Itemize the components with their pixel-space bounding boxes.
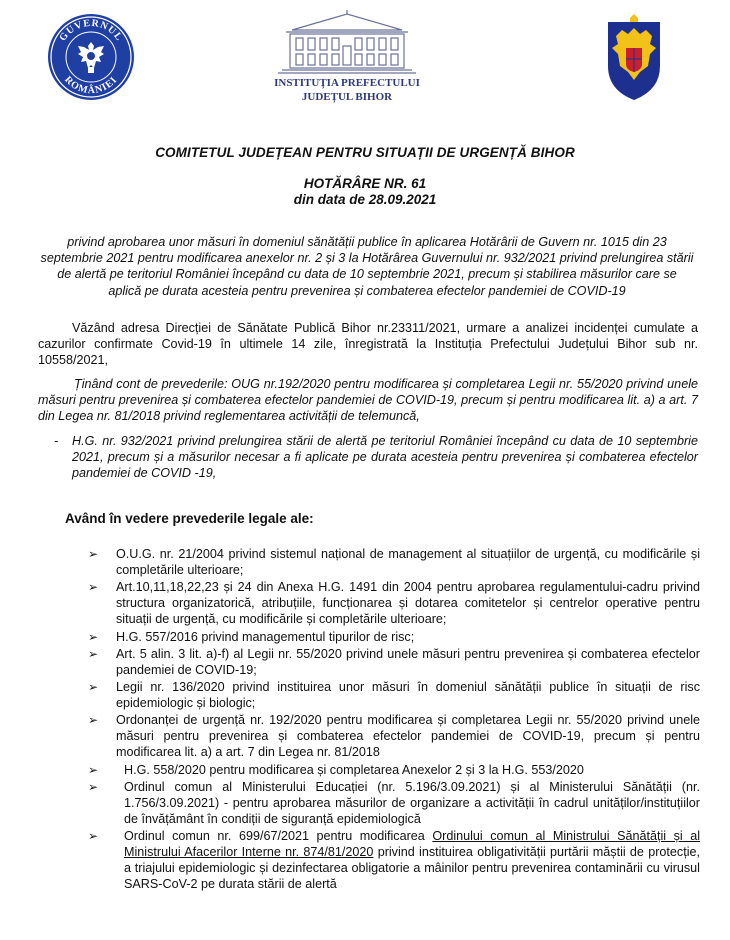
- legal-provisions-list: [88, 546, 700, 894]
- decision-purpose: privind aprobarea unor măsuri în domeniul sănătății publice în aplicarea Hotărârii de Guvern nr. 1015 din 23 septembrie 2021 pentru modificarea anexelor nr. 2 și 3 la Hotărârea Guvernului nr. 932/2021 privind prelungirea stării de alertă pe teritoriul României începând cu data de 10 septembrie 2021, precum și stabilirea măsurilor care se aplică pe durata acesteia pentru prevenirea și combaterea efectelor pandemiei de COVID-19: [40, 235, 694, 298]
- list-item-text: Ordonanței de urgență nr. 192/2020 pentru modificarea și completarea Legii nr. 55/2020 privind unele măsuri pentru prevenirea și combaterea efectelor pandemiei de COVID-19, precum și pentru modificarea lit. a) a art. 7 din Legea nr. 81/2018: [116, 713, 700, 760]
- list-item: [88, 828, 700, 892]
- arrow-bullet-icon: ➢: [88, 713, 99, 728]
- list-item: [88, 779, 700, 827]
- order-text-post: privind instituirea obligativității purtării măștii de protecție, a triajului epidemiologic și dezinfectarea obligatorie a mâinilor pentru prevenirea contaminării cu virusul SARS-CoV-2 pe durata stării de alertă: [124, 845, 700, 892]
- institution-name: INSTITUȚIA PREFECTULUI: [274, 77, 420, 89]
- list-item-text: Art. 5 alin. 3 lit. a)-f) al Legii nr. 55/2020 privind unele măsuri pentru prevenirea și combaterea efectelor pandemiei de COVID-19;: [116, 646, 700, 677]
- paragraph-hg-932: [54, 433, 698, 481]
- arrow-bullet-icon: ➢: [88, 629, 99, 644]
- list-item-text: O.U.G. nr. 21/2004 privind sistemul național de management al situațiilor de urgență, cu modificările și completările ulterioare;: [116, 547, 700, 577]
- list-item: [88, 762, 700, 778]
- paragraph-oug-192: Ținând cont de prevederile: OUG nr.192/2020 pentru modificarea și completarea Legii nr. 55/2020 privind unele măsuri pentru prevenirea și combaterea efectelor pandemiei de COVID-19, precum și pentru modificarea lit. a) a art. 7 din Legea nr. 81/2018 privind reglementarea activității de telemuncă,: [38, 377, 698, 423]
- decision-heading: [0, 176, 730, 208]
- list-item-text: Ordinul comun al Ministerului Educației (nr. 5.196/3.09.2021) și al Ministerului Sănătății (nr. 1.756/3.09.2021) - pentru aprobarea măsurilor de organizare a activității în cadrul unităților/instituțiilor de învățământ în condiții de siguranță epidemiologică: [124, 780, 700, 827]
- seal-text-top: GUVERNUL: [57, 17, 125, 44]
- list-item: [88, 712, 700, 760]
- arrow-bullet-icon: ➢: [88, 762, 99, 777]
- order-reference-link[interactable]: Ordinului comun al Ministrului Sănătății și al Ministrului Afacerilor Interne nr. 874/81/2020: [124, 829, 700, 860]
- arrow-bullet-icon: ➢: [88, 829, 99, 844]
- government-seal-logo: [46, 12, 136, 102]
- paragraph-hg-932-text: H.G. nr. 932/2021 privind prelungirea stării de alertă pe teritoriul României începând cu data de 10 septembrie 2021, precum și a măsurilor necesar a fi aplicate pe durata acesteia pentru prevenirea și combaterea efectelor pandemiei de COVID -19,: [72, 434, 698, 480]
- list-item-text: H.G. 558/2020 pentru modificarea și completarea Anexelor 2 și 3 la H.G. 553/2020: [124, 762, 584, 777]
- list-item-text: Art.10,11,18,22,23 și 24 din Anexa H.G. 1491 din 2004 pentru aprobarea regulamentului-cadru privind structura organizatorică, atribuțiile, funcționarea și dotarea comitetelor și centrelor operative pentru situații de urgență, cu modificările și completările ulterioare;: [116, 580, 700, 627]
- arrow-bullet-icon: ➢: [88, 680, 99, 695]
- institution-county: JUDEȚUL BIHOR: [301, 91, 393, 103]
- arrow-bullet-icon: ➢: [88, 780, 99, 795]
- arrow-bullet-icon: ➢: [88, 547, 99, 561]
- decision-number: HOTĂRÂRE NR. 61: [303, 176, 427, 191]
- document-header: [0, 8, 730, 113]
- list-item-text: H.G. 557/2016 privind managementul tipurilor de risc;: [116, 629, 415, 644]
- committee-title: COMITETUL JUDEȚEAN PENTRU SITUAȚII DE URGENȚĂ BIHOR: [155, 145, 575, 160]
- list-item: [88, 546, 700, 578]
- arrow-bullet-icon: ➢: [88, 580, 99, 595]
- building-icon: [272, 10, 422, 76]
- list-item: [88, 629, 700, 645]
- list-item: [88, 679, 700, 711]
- order-text-pre: Ordinul comun nr. 699/67/2021 pentru modificarea: [124, 829, 433, 844]
- seal-text-bottom: ROMÂNIEI: [62, 74, 120, 97]
- decision-date: din data de 28.09.2021: [293, 192, 437, 207]
- legal-provisions-heading: Având în vedere prevederile legale ale:: [65, 511, 314, 526]
- paragraph-dsp-address: Văzând adresa Direcției de Sănătate Publică Bihor nr.23311/2021, urmare a analizei incidenței cumulate a cazurilor confirmate Covid-19 în ultimele 14 zile, înregistrată la Instituția Prefectului Județului Bihor sub nr. 10558/2021,: [38, 321, 698, 367]
- list-item-text: [124, 829, 700, 891]
- list-item: [88, 646, 700, 678]
- list-item-text: Legii nr. 136/2020 privind instituirea unor măsuri în domeniul sănătății publice în situații de risc epidemiologic și biologic;: [116, 680, 700, 711]
- list-item: [88, 579, 700, 627]
- dash-bullet: -: [54, 434, 59, 448]
- prefecture-logo: [262, 10, 432, 110]
- arrow-bullet-icon: ➢: [88, 646, 99, 661]
- coat-of-arms-logo: [600, 14, 668, 104]
